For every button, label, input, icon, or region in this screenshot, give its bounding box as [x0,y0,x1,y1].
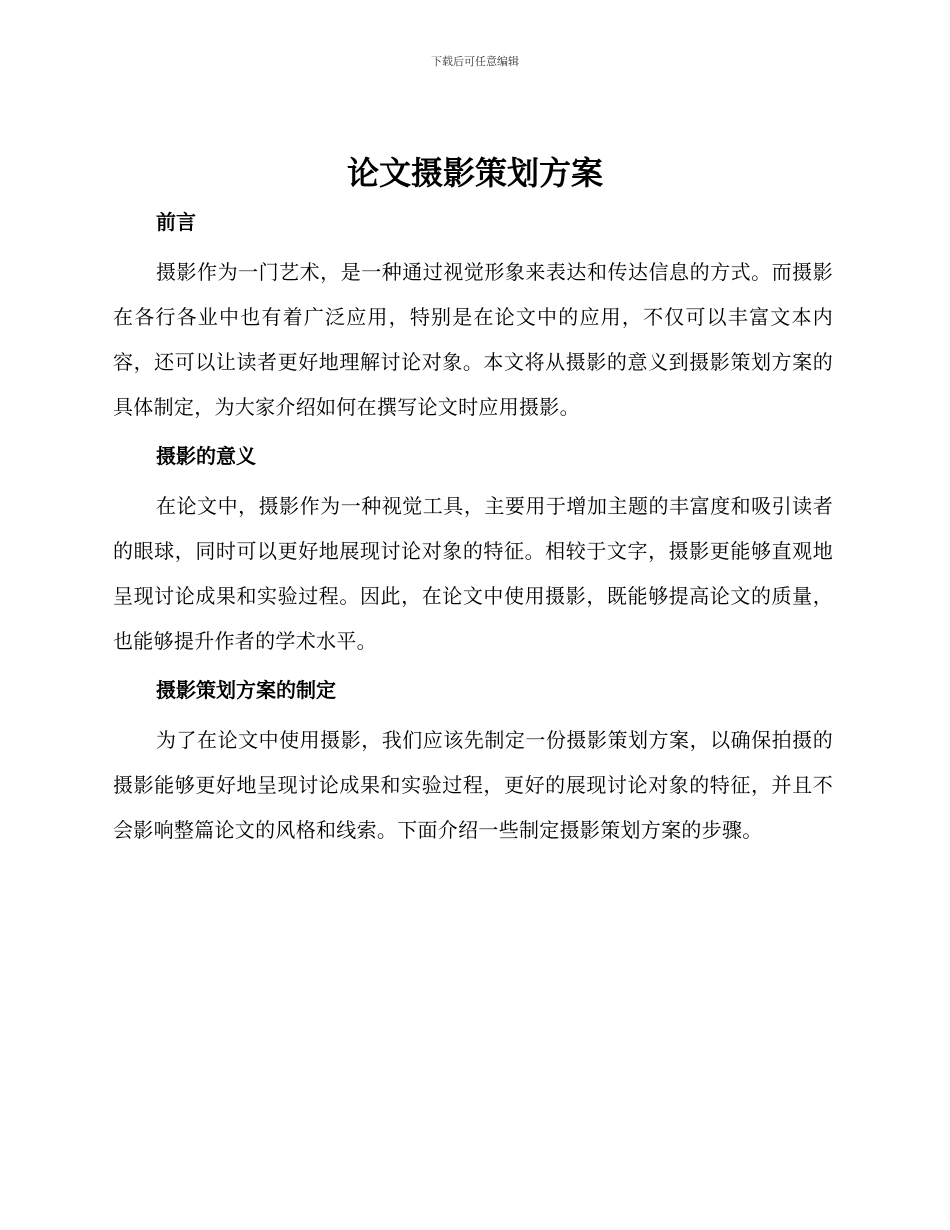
section-heading-plan: 摄影策划方案的制定 [156,678,336,702]
document-body [113,200,833,857]
page-header-note: 下载后可任意编辑 [431,55,519,68]
document-title: 论文摄影策划方案 [346,154,603,192]
section-plan [113,668,833,853]
section-paragraph-meaning: 在论文中，摄影作为一种视觉工具，主要用于增加主题的丰富度和吸引读者的眼球，同时可以更好地展现讨论对象的特征。相较于文字，摄影更能够直观地呈现讨论成果和实验过程。因此，在论文中使用摄影，既能够提高论文的质量，也能够提升作者的学术水平。 [113,494,833,653]
section-heading-meaning: 摄影的意义 [156,444,256,468]
section-heading-preface: 前言 [156,210,196,234]
section-preface [113,200,833,430]
section-paragraph-preface: 摄影作为一门艺术，是一种通过视觉形象来表达和传达信息的方式。而摄影在各行各业中也有着广泛应用，特别是在论文中的应用，不仅可以丰富文本内容，还可以让读者更好地理解讨论对象。本文将从摄影的意义到摄影策划方案的具体制定，为大家介绍如何在撰写论文时应用摄影。 [113,260,833,419]
section-paragraph-plan: 为了在论文中使用摄影，我们应该先制定一份摄影策划方案，以确保拍摄的摄影能够更好地呈现讨论成果和实验过程，更好的展现讨论对象的特征，并且不会影响整篇论文的风格和线索。下面介绍一些制定摄影策划方案的步骤。 [113,728,833,842]
section-meaning [113,434,833,664]
